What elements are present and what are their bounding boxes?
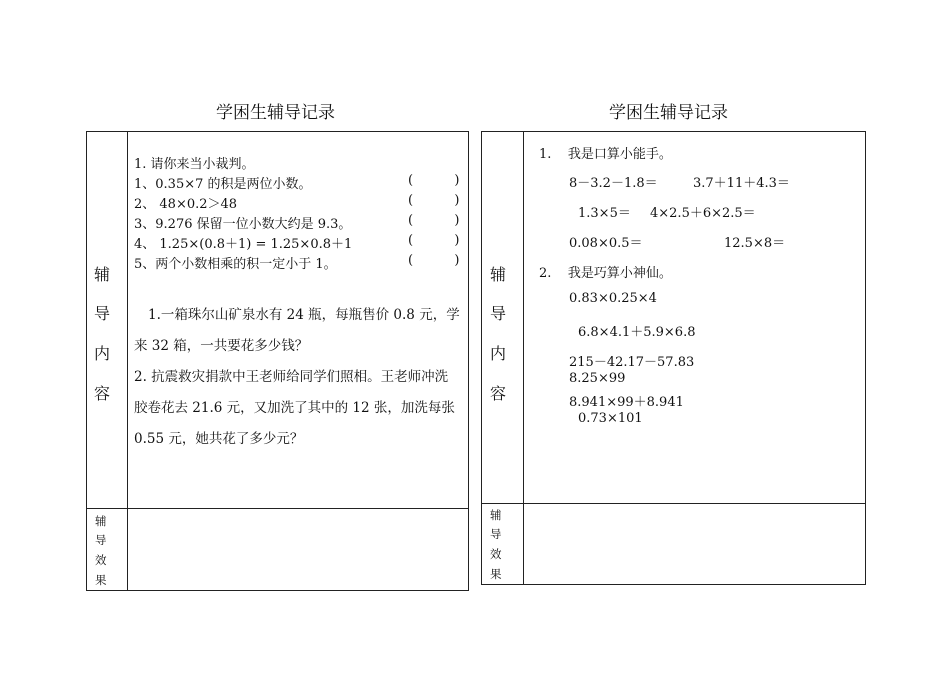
right-label-content-4: 容 bbox=[490, 384, 507, 403]
left-judge-item-1: 1、0.35×7 的积是两位小数。 bbox=[134, 177, 312, 192]
right-smart-4: 8.25×99 bbox=[569, 371, 626, 386]
right-smart-5: 8.941×99＋8.941 bbox=[569, 395, 684, 410]
right-smart-3: 215－42.17－57.83 bbox=[569, 355, 695, 370]
left-label-content-2: 导 bbox=[94, 304, 111, 323]
right-label-content-3: 内 bbox=[490, 344, 507, 363]
left-judge-heading: 1. 请你来当小裁判。 bbox=[134, 157, 255, 172]
left-label-divider bbox=[127, 131, 128, 591]
right-smart-2: 6.8×4.1＋5.9×6.8 bbox=[578, 325, 696, 340]
right-smart-6: 0.73×101 bbox=[578, 411, 643, 426]
right-label-effect-2: 导 bbox=[490, 527, 502, 541]
left-label-effect-3: 效 bbox=[95, 553, 107, 567]
left-label-content-1: 辅 bbox=[94, 265, 111, 284]
left-judge-item-5: 5、两个小数相乘的积一定小于 1。 bbox=[134, 257, 337, 272]
right-smart-1: 0.83×0.25×4 bbox=[569, 291, 657, 306]
left-title: 学困生辅导记录 bbox=[216, 103, 335, 123]
left-label-content-3: 内 bbox=[94, 344, 111, 363]
left-judge-item-4: 4、 1.25×(0.8＋1) = 1.25×0.8＋1 bbox=[134, 237, 353, 252]
left-problem-line-1: 1.一箱珠尔山矿泉水有 24 瓶，每瓶售价 0.8 元，学 bbox=[148, 307, 460, 323]
left-label-content-4: 容 bbox=[94, 384, 111, 403]
right-mental-3b: 12.5×8＝ bbox=[724, 236, 786, 251]
left-judge-item-2: 2、 48×0.2＞48 bbox=[134, 197, 238, 212]
right-mental-1a: 8－3.2－1.8＝ bbox=[569, 176, 658, 191]
right-mental-2a: 1.3×5＝ bbox=[578, 206, 631, 221]
right-title: 学困生辅导记录 bbox=[609, 103, 728, 123]
left-judge-paren-4: ( ) bbox=[408, 233, 460, 248]
right-mental-2b: 4×2.5＋6×2.5＝ bbox=[650, 206, 756, 221]
right-section1-heading: 1. 我是口算小能手。 bbox=[539, 147, 672, 162]
right-mental-1b: 3.7＋11＋4.3＝ bbox=[693, 176, 790, 191]
left-label-effect-1: 辅 bbox=[95, 514, 107, 528]
left-label-effect-2: 导 bbox=[95, 533, 107, 547]
right-label-divider bbox=[523, 131, 524, 585]
right-row-divider bbox=[481, 503, 866, 504]
right-label-effect-4: 果 bbox=[490, 567, 502, 581]
right-mental-3a: 0.08×0.5＝ bbox=[569, 236, 643, 251]
right-label-effect-3: 效 bbox=[490, 547, 502, 561]
left-judge-paren-2: ( ) bbox=[408, 193, 460, 208]
left-problem-line-5: 0.55 元，她共花了多少元？ bbox=[134, 431, 304, 447]
right-label-content-2: 导 bbox=[490, 304, 507, 323]
right-label-content-1: 辅 bbox=[490, 265, 507, 284]
left-problem-line-3: 2. 抗震救灾捐款中王老师给同学们照相。王老师冲洗 bbox=[134, 369, 449, 385]
left-judge-item-3: 3、9.276 保留一位小数大约是 9.3。 bbox=[134, 217, 352, 232]
left-problem-line-2: 来 32 箱，一共要花多少钱？ bbox=[134, 338, 309, 354]
left-judge-paren-3: ( ) bbox=[408, 213, 460, 228]
left-row-divider bbox=[86, 508, 469, 509]
left-label-effect-4: 果 bbox=[95, 573, 107, 587]
left-judge-paren-1: ( ) bbox=[408, 173, 460, 188]
left-problem-line-4: 胶卷花去 21.6 元，又加洗了其中的 12 张，加洗每张 bbox=[134, 400, 455, 416]
right-section2-heading: 2. 我是巧算小神仙。 bbox=[539, 266, 672, 281]
right-label-effect-1: 辅 bbox=[490, 508, 502, 522]
left-judge-paren-5: ( ) bbox=[408, 253, 460, 268]
